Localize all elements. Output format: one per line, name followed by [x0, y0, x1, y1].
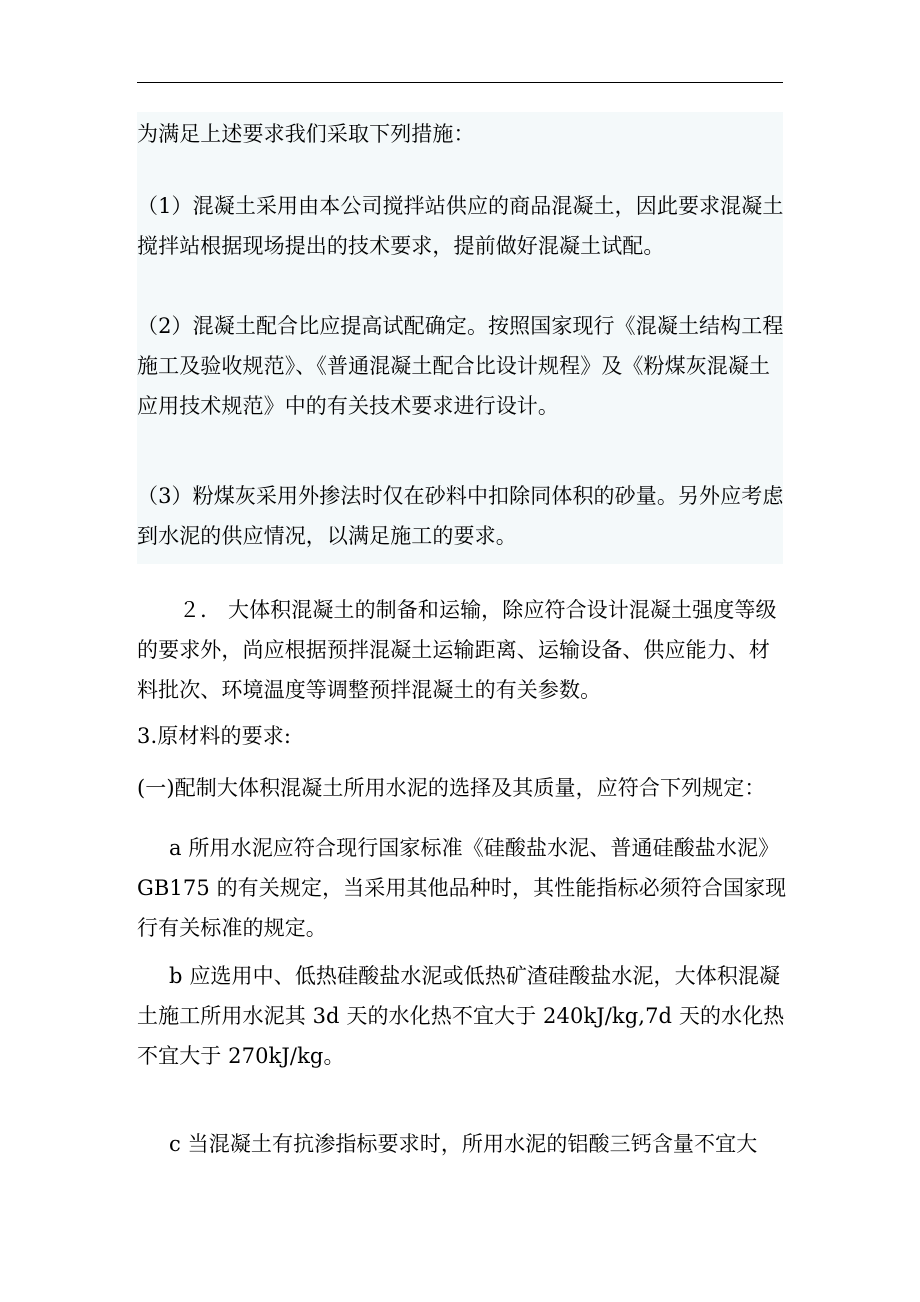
- intro-paragraph: 为满足上述要求我们采取下列措施：: [137, 122, 475, 146]
- requirement-b: b 应选用中、低热硅酸盐水泥或低热矿渣硅酸盐水泥，大体积混凝土施工所用水泥其 3d 天的水化热不宜大于 240kJ/kg,7d 天的水化热不宜大于 270kJ/kg。: [137, 964, 785, 1068]
- measure-item-2: （2）混凝土配合比应提高试配确定。按照国家现行《混凝土结构工程施工及验收规范》、《普通混凝土配合比设计规程》及《粉煤灰混凝土应用技术规范》中的有关技术要求进行设计。: [137, 314, 784, 418]
- header-rule: [137, 82, 783, 83]
- section-heading-3: 3.原材料的要求:: [137, 724, 292, 748]
- measure-item-3: （3）粉煤灰采用外掺法时仅在砂料中扣除同体积的砂量。另外应考虑到水泥的供应情况，以满足施工的要求。: [137, 484, 784, 548]
- measure-item-1: （1）混凝土采用由本公司搅拌站供应的商品混凝土，因此要求混凝土搅拌站根据现场提出的技术要求，提前做好混凝土试配。: [137, 194, 784, 258]
- paragraph-2: ２． 大体积混凝土的制备和运输，除应符合设计混凝土强度等级的要求外，尚应根据预拌混凝土运输距离、运输设备、供应能力、材料批次、环境温度等调整预拌混凝土的有关参数。: [137, 598, 777, 702]
- requirement-a: a 所用水泥应符合现行国家标准《硅酸盐水泥、普通硅酸盐水泥》GB175 的有关规定，当采用其他品种时，其性能指标必须符合国家现行有关标准的规定。: [137, 836, 787, 940]
- subheading-1: (一)配制大体积混凝土所用水泥的选择及其质量，应符合下列规定：: [137, 776, 766, 800]
- requirement-c: c 当混凝土有抗渗指标要求时，所用水泥的铝酸三钙含量不宜大: [169, 1132, 758, 1156]
